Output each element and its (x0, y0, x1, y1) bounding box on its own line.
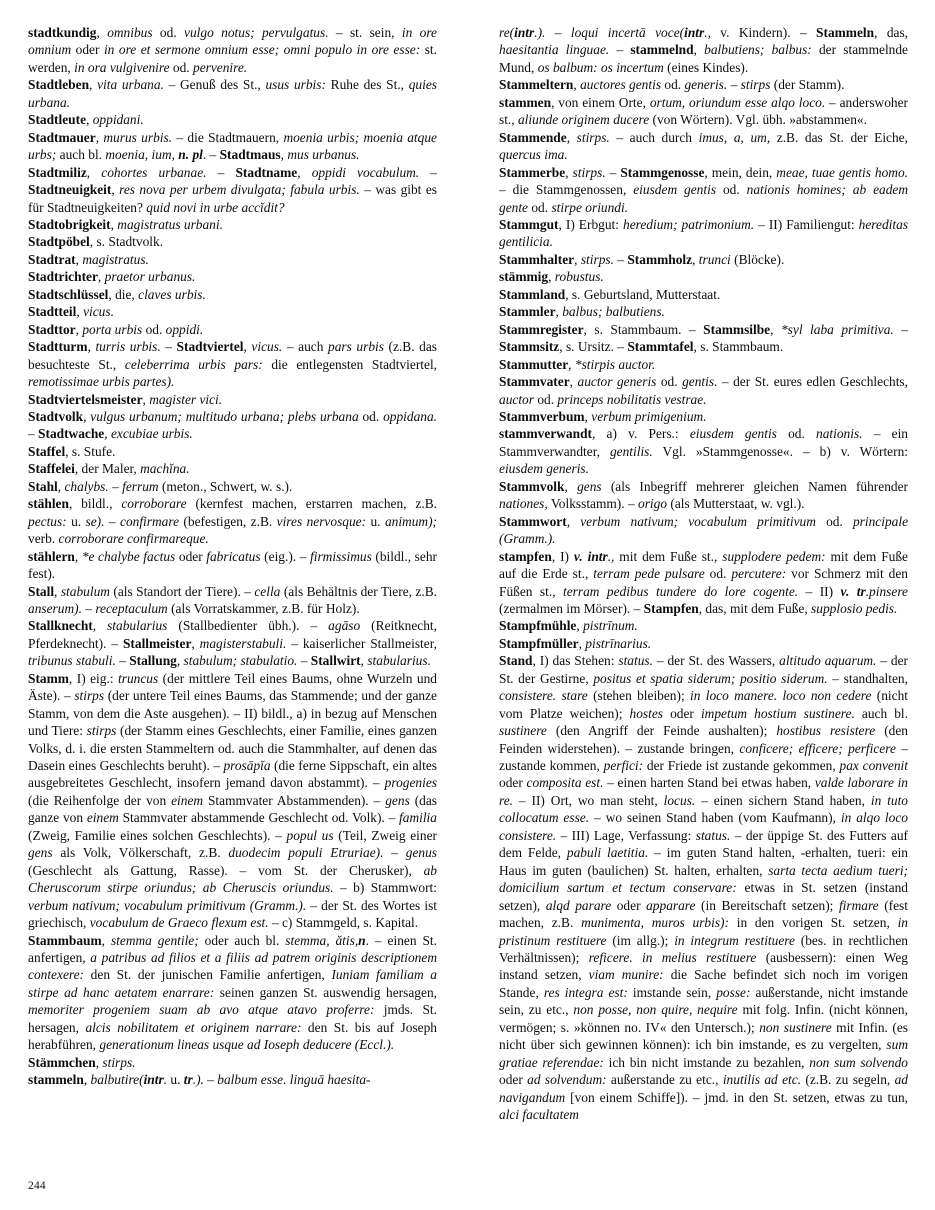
dictionary-entry: stammverwandt, a) v. Pers.: eiusdem gentis od. nationis. – ein Stammverwandter, gentilis. Vgl. »Stammgenosse«. – b) v. Wörtern: eiusdem generis. (499, 426, 909, 477)
dictionary-entry: Stadtpöbel, s. Stadtvolk. (28, 234, 164, 250)
dictionary-entry: stählen, bildl., corroborare (kernfest machen, erstarren machen, z.B. pectus: u. se). – confirmare (befestigen, z.B. vires nervosque: u. animum); verb. corroborare confirmareque. (28, 496, 438, 547)
dictionary-entry: Stadtrat, magistratus. (28, 251, 149, 267)
dictionary-entry: stampfen, I) v. intr., mit dem Fuße st., supplodere pedem: mit dem Fuße auf die Erde st., terram pede pulsare od. percutere: vor Schmerz mit den Füßen st., terram pedibus tundere do lore cogente. – II) v. tr.pinsere (zermalmen im Mörser). – Stampfen, das, mit dem Fuße, supplosio pedis. (499, 548, 908, 616)
dictionary-entry: Stampfmüller, pistrīnarius. (499, 635, 652, 651)
dictionary-entry: stadtkundig, omnibus od. vulgo notus; pervulgatus. – st. sein, in ore omnium oder in ore et sermone omnium esse; omni populo in ore esse: st. werden, in ora vulgivenire od. pervenire. (28, 25, 437, 75)
dictionary-entry: Stammregister, s. Stammbaum. – Stammsilbe, *syl laba primitiva. – Stammsitz, s. Ursitz. – Stammtafel, s. Stammbaum. (499, 321, 908, 355)
dictionary-entry: Stallknecht, stabularius (Stallbedienter übh.). – agāso (Reitknecht, Pferdeknecht). – Stallmeister, magisterstabuli. – kaiserlicher Stallmeister, tribunus stabuli. – Stallung, stabulum; stabulatio. – Stallwirt, stabularius. (28, 618, 437, 669)
dictionary-entry: stählern, *e chalybe factus oder fabricatus (eig.). – firmissimus (bildl., sehr fest). (28, 548, 437, 582)
dictionary-entry: Stahl, chalybs. – ferrum (meton., Schwert, w. s.). (28, 478, 293, 494)
right-text-column (499, 24, 908, 1154)
dictionary-entry: Stadtobrigkeit, magistratus urbani. (28, 216, 223, 232)
dictionary-entry: Stammvolk, gens (als Inbegriff mehrerer gleichen Namen führender nationes, Volksstamm). – origo (als Mutterstaat, w. vgl.). (499, 478, 908, 512)
dictionary-entry: Stammutter, *stirpis auctor. (499, 356, 656, 372)
dictionary-entry: Stammgut, I) Erbgut: heredium; patrimonium. – II) Familiengut: hereditas gentilicia. (499, 216, 909, 250)
dictionary-entry: Stall, stabulum (als Standort der Tiere). – cella (als Behältnis der Tiere, z.B. anserum). – receptaculum (als Vorratskammer, z.B. für Holz). (28, 583, 437, 616)
dictionary-entry: Stadtvolk, vulgus urbanum; multitudo urbana; plebs urbana od. oppidana. – Stadtwache, excubiae urbis. (28, 408, 437, 442)
dictionary-entry: Stadtleute, oppidani. (28, 112, 144, 128)
dictionary-entry: Stampfmühle, pistrīnum. (499, 618, 638, 634)
dictionary-entry: Staffel, s. Stufe. (28, 443, 116, 459)
dictionary-entry: Staffelei, der Maler, machĭna. (28, 461, 190, 477)
left-text-column (28, 24, 437, 1154)
dictionary-entry: Stamm, I) eig.: truncus (der mittlere Teil eines Baums, ohne Wurzeln und Äste). – stirps (der untere Teil eines Baums, das Stammende; und der ganze Stamm, von dem die Aste ausgehen). – II) bildl., a) in bezug auf Menschen und Tiere: stirps (der Stamm eines Geschlechts, einer Familie, eines ganzen Volks, d. i. die ersten Stammeltern od. auch die Stammhalter, auf denen das Dasein eines Geschlechts beruht). – prosāpĭa (die ferne Sippschaft, ein altes ausgebreitetes Geschlecht, insofern jemand davon abstammt). – progenies (die Reihenfolge der von einem Stammvater Abstammenden). – gens (das ganze von einem Stammvater abstammende Geschlecht od. Volk). – familia (Zweig, Familie eines solchen Geschlechts). – popul us (Teil, Zweig einer gens als Volk, Völkerschaft, z.B. duodecim populi Etruriae). – genus (Geschlecht als Gattung, Rasse). – vom St. der Cherusker), ab Cheruscorum stirpe oriundus; ab Cheruscis oriundus. – b) Stammwort: verbum nativum; vocabulum primitivum (Gramm.). – der St. des Wortes ist griechisch, vocabulum de Graeco flexum est. – c) Stammgeld, s. Kapital. (28, 670, 438, 931)
dictionary-entry: Stammhalter, stirps. – Stammholz, trunci (Blöcke). (499, 251, 785, 267)
dictionary-entry: Stadtleben, vita urbana. – Genuß des St., usus urbis: Ruhe des St., quies urbana. (28, 77, 437, 110)
dictionary-entry: stämmig, robustus. (499, 269, 604, 285)
dictionary-entry: Stammverbum, verbum primigenium. (499, 408, 707, 424)
dictionary-entry: Stadttor, porta urbis od. oppidi. (28, 321, 204, 337)
dictionary-entry: Stadtteil, vicus. (28, 304, 114, 320)
dictionary-entry: Stammvater, auctor generis od. gentis. – der St. eures edlen Geschlechts, auctor od. princeps nobilitatis vestrae. (499, 374, 908, 407)
dictionary-entry: re(intr.). – loqui incertā voce(intr., v. Kindern). – Stammeln, das, haesitantia linguae. – stammelnd, balbutiens; balbus: der stammelnde Mund, os balbum: os incertum (eines Kindes). (499, 25, 909, 75)
dictionary-entry: Stadtmauer, murus urbis. – die Stadtmauern, moenia urbis; moenia atque urbs; auch bl. moenia, ium, n. pl. – Stadtmaus, mus urbanus. (28, 129, 437, 163)
dictionary-entry: Stämmchen, stirps. (28, 1054, 136, 1070)
dictionary-entry: Stadtrichter, praetor urbanus. (28, 269, 196, 285)
dictionary-entry: stammen, von einem Orte, ortum, oriundum esse alqo loco. – anderswoher st., aliunde originem ducere (von Wörtern). Vgl. übh. »abstammen«. (499, 94, 909, 128)
dictionary-entry: Stammeltern, auctores gentis od. generis. – stirps (der Stamm). (499, 77, 845, 93)
dictionary-entry: stammeln, balbutire(intr. u. tr.). – balbum esse. linguā haesita- (28, 1072, 371, 1088)
dictionary-entry: Stammler, balbus; balbutiens. (499, 304, 665, 320)
two-column-body (28, 24, 908, 1154)
dictionary-entry: Stadtviertelsmeister, magister vici. (28, 391, 223, 407)
dictionary-entry: Stammland, s. Geburtsland, Mutterstaat. (499, 286, 721, 302)
dictionary-entry: Stand, I) das Stehen: status. – der St. des Wassers, altitudo aquarum. – der St. der Gestirne, positus et spatia siderum; positio siderum. – standhalten, consistere. stare (stehen bleiben); in loco manere. loco non cedere (nicht vom Platze weichen); hostes oder impetum hostium sustinere. auch bl. sustinere (den Angriff der Feinde aushalten); hostibus resistere (den Feinden widerstehen). – zustande bringen, conficere; efficere; perficere – zustande kommen, perfici: der Friede ist zustande gekommen, pax convenit oder composita est. – einen harten Stand bei etwas haben, valde laborare in re. – II) Ort, wo man steht, locus. – einen sichern Stand haben, in tuto collocatum esse. – wo seinen Stand haben (vom Kaufmann), in alqo loco consistere. – III) Lage, Verfassung: status. – der üppige St. des Futters auf dem Felde, pabuli laetitia. – im guten Stand halten, -erhalten, tueri: ein Haus im guten (baulichen) St. halten, erhalten, sarta tecta aedium tueri; domicilium sartum et tectum conservare: etwas in St. setzen (instand setzen), alqd parare oder apparare (in Bereitschaft setzen); firmare (fest machen, z.B. munimenta, muros urbis): in den vorigen St. setzen, in pristinum restituere (im allg.); in integrum restituere (bes. in rechtlichen Verhältnissen); reficere. in melius restituere (ausbessern): einen Weg instand setzen, viam munire: die Sache befindet sich noch im vorigen Stande, res integra est: imstande sein, posse: außerstande, nicht imstande sein, zu etc., non posse, non quire, nequire mit folg. Infin. (nicht können, vermögen; s. »können no. IV« den Untersch.); non sustinere mit Infin. (es nicht über sich gewinnen können): ich bin imstande, es zu vergelten, sum gratiae referendae: ich bin nicht imstande zu bezahlen, non sum solvendo oder ad solvendum: außerstande zu etc., inutilis ad etc. (z.B. zu segeln, ad navigandum [von einem Schiffe]). – jmd. in den St. setzen, etwas zu tun, alci facultatem (499, 653, 909, 1123)
dictionary-entry: Stadtschlüssel, die, claves urbis. (28, 286, 206, 302)
dictionary-entry: Stadtturm, turris urbis. – Stadtviertel, vicus. – auch pars urbis (z.B. das besuchteste St., celeberrima urbis pars: die entlegensten Stadtviertel, remotissimae urbis partes). (28, 339, 438, 390)
dictionary-entry: Stadtmiliz, cohortes urbanae. – Stadtname, oppidi vocabulum. – Stadtneuigkeit, res nova per urbem divulgata; fabula urbis. – was gibt es für Stadtneuigkeiten? quid novi in urbe accĭdit? (28, 164, 438, 215)
dictionary-entry: Stammende, stirps. – auch durch imus, a, um, z.B. das St. der Eiche, quercus ima. (499, 129, 908, 163)
dictionary-entry: Stammerbe, stirps. – Stammgenosse, mein, dein, meae, tuae gentis homo. – die Stammgenossen, eiusdem gentis od. nationis homines; ab eadem gente od. stirpe oriundi. (499, 164, 909, 215)
dictionary-entry: Stammbaum, stemma gentile; oder auch bl. stemma, ătis,n. – einen St. anfertigen, a patribus ad filios et a filiis ad patrem originis descriptionem contexere: den St. der junischen Familie anfertigen, Iuniam familiam a stirpe ad hanc aetatem enarrare: seinen ganzen St. auswendig hersagen, memoriter progeniem suam ab avo atque atavo proferre: jmds. St. hersagen, alcis nobilitatem et originem narrare: den St. bis auf Joseph herabführen, generationum lineas usque ad Ioseph deducere (Eccl.). (28, 932, 437, 1053)
dictionary-entry: Stammwort, verbum nativum; vocabulum primitivum od. principale (Gramm.). (499, 513, 909, 547)
page-number: 244 (28, 1180, 46, 1192)
